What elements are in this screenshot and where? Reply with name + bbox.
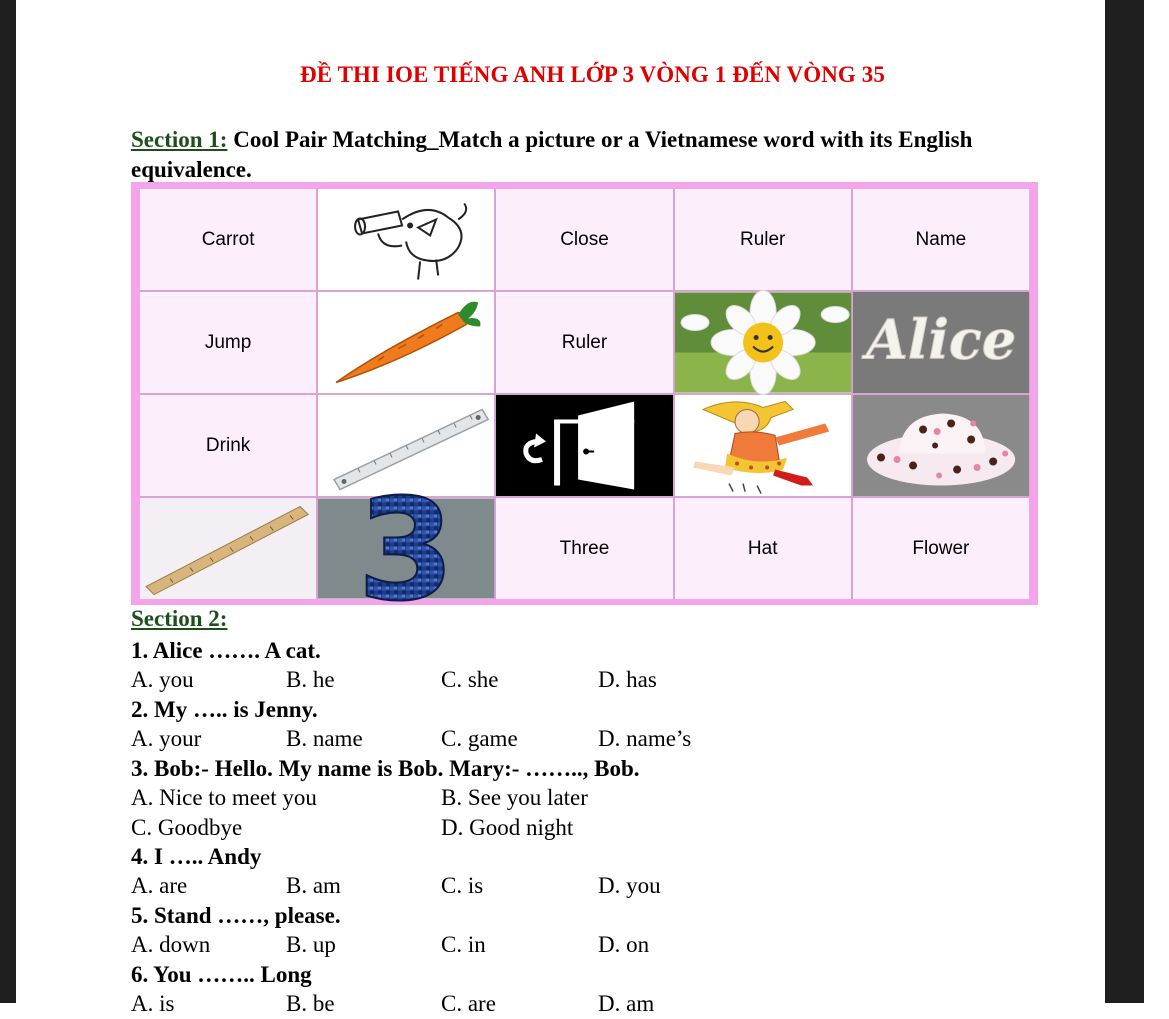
question-1: 1. Alice ……. A cat.	[131, 638, 321, 663]
q6-option-b[interactable]: B. be	[286, 991, 335, 1016]
wooden-ruler-picture-icon[interactable]	[140, 498, 316, 599]
q6-option-a[interactable]: A. is	[131, 991, 175, 1016]
cell-label: Jump	[204, 331, 252, 353]
grid-cell-jump[interactable]	[140, 292, 316, 393]
q2-option-b[interactable]: B. name	[286, 726, 363, 751]
q3-option-a[interactable]: A. Nice to meet you	[131, 785, 317, 810]
question-6: 6. You …….. Long	[131, 962, 312, 987]
cell-label: Ruler	[561, 331, 608, 353]
q5-option-c[interactable]: C. in	[441, 932, 486, 957]
q6-option-c[interactable]: C. are	[441, 991, 496, 1016]
q5-option-a[interactable]: A. down	[131, 932, 211, 957]
q5-option-b[interactable]: B. up	[286, 932, 336, 957]
flower-picture-icon[interactable]	[675, 292, 851, 393]
grid-cell-name[interactable]	[853, 189, 1029, 290]
door-close-picture-icon[interactable]	[496, 395, 672, 496]
cell-label: Hat	[747, 537, 778, 559]
document-page	[16, 0, 1105, 1016]
three-picture-icon[interactable]	[318, 469, 494, 633]
cell-label: Name	[915, 228, 967, 250]
q3-option-d[interactable]: D. Good night	[441, 815, 574, 840]
jump-girl-picture-icon[interactable]	[675, 395, 851, 496]
question-2: 2. My ….. is Jenny.	[131, 697, 318, 722]
q4-option-c[interactable]: C. is	[441, 873, 484, 898]
q4-option-d[interactable]: D. you	[598, 873, 661, 898]
grid-cell-drink[interactable]	[140, 395, 316, 496]
wooden-ruler-drawing	[140, 498, 316, 599]
grid-cell-close[interactable]	[496, 189, 672, 290]
q6-option-d[interactable]: D. am	[598, 991, 655, 1016]
cell-label: Ruler	[739, 228, 786, 250]
viewer-right-edge	[1105, 0, 1144, 1003]
question-3: 3. Bob:- Hello. My name is Bob. Mary:- …….., Bob.	[131, 756, 640, 781]
flower-drawing	[675, 292, 851, 393]
q1-option-c[interactable]: C. she	[441, 667, 499, 692]
section-1-label: Section 1:	[131, 127, 228, 152]
alice-name-drawing	[853, 292, 1029, 393]
cell-label: Drink	[205, 434, 251, 456]
carrot-picture-icon[interactable]	[318, 292, 494, 393]
cell-label: Close	[560, 228, 609, 250]
viewer-left-edge	[0, 0, 16, 1003]
cell-label: Flower	[912, 537, 970, 559]
alice-name-picture-icon[interactable]	[853, 292, 1029, 393]
question-4: 4. I ….. Andy	[131, 844, 262, 869]
carrot-drawing	[318, 292, 494, 393]
q1-option-b[interactable]: B. he	[286, 667, 335, 692]
grid-cell-ruler-2[interactable]	[496, 292, 672, 393]
cell-label: Three	[559, 537, 610, 559]
grid-cell-three[interactable]	[496, 498, 672, 599]
question-5: 5. Stand ……, please.	[131, 903, 341, 928]
grid-cell-carrot[interactable]	[140, 189, 316, 290]
q3-option-c[interactable]: C. Goodbye	[131, 815, 243, 840]
q2-option-a[interactable]: A. your	[131, 726, 202, 751]
grid-cell-ruler[interactable]	[675, 189, 851, 290]
hat-picture-icon[interactable]	[853, 395, 1029, 496]
q2-option-c[interactable]: C. game	[441, 726, 518, 751]
section-1-heading	[131, 125, 1031, 185]
alice-name-text: Alice	[865, 307, 1017, 372]
grid-cell-flower[interactable]	[853, 498, 1029, 599]
jump-girl-drawing	[675, 395, 851, 496]
q3-option-b[interactable]: B. See you later	[441, 785, 588, 810]
three-drawing	[318, 469, 494, 633]
document-title: ĐỀ THI IOE TIẾNG ANH LỚP 3 VÒNG 1 ĐẾN VÒNG 35	[300, 62, 885, 87]
drink-drawing	[318, 189, 494, 290]
q5-option-d[interactable]: D. on	[598, 932, 650, 957]
q4-option-a[interactable]: A. are	[131, 873, 188, 898]
door-close-drawing	[496, 395, 672, 496]
q2-option-d[interactable]: D. name’s	[598, 726, 692, 751]
q1-option-d[interactable]: D. has	[598, 667, 657, 692]
q1-option-a[interactable]: A. you	[131, 667, 194, 692]
section-1-text: Cool Pair Matching_Match a picture or a Vietnamese word with its English equivalence.	[131, 127, 973, 182]
hat-drawing	[853, 395, 1029, 496]
q4-option-b[interactable]: B. am	[286, 873, 341, 898]
section-2-label: Section 2:	[131, 606, 228, 631]
cell-label: Carrot	[201, 228, 255, 250]
grid-cell-hat[interactable]	[675, 498, 851, 599]
three-digit: 3	[357, 469, 456, 633]
drink-picture-icon[interactable]	[318, 189, 494, 290]
